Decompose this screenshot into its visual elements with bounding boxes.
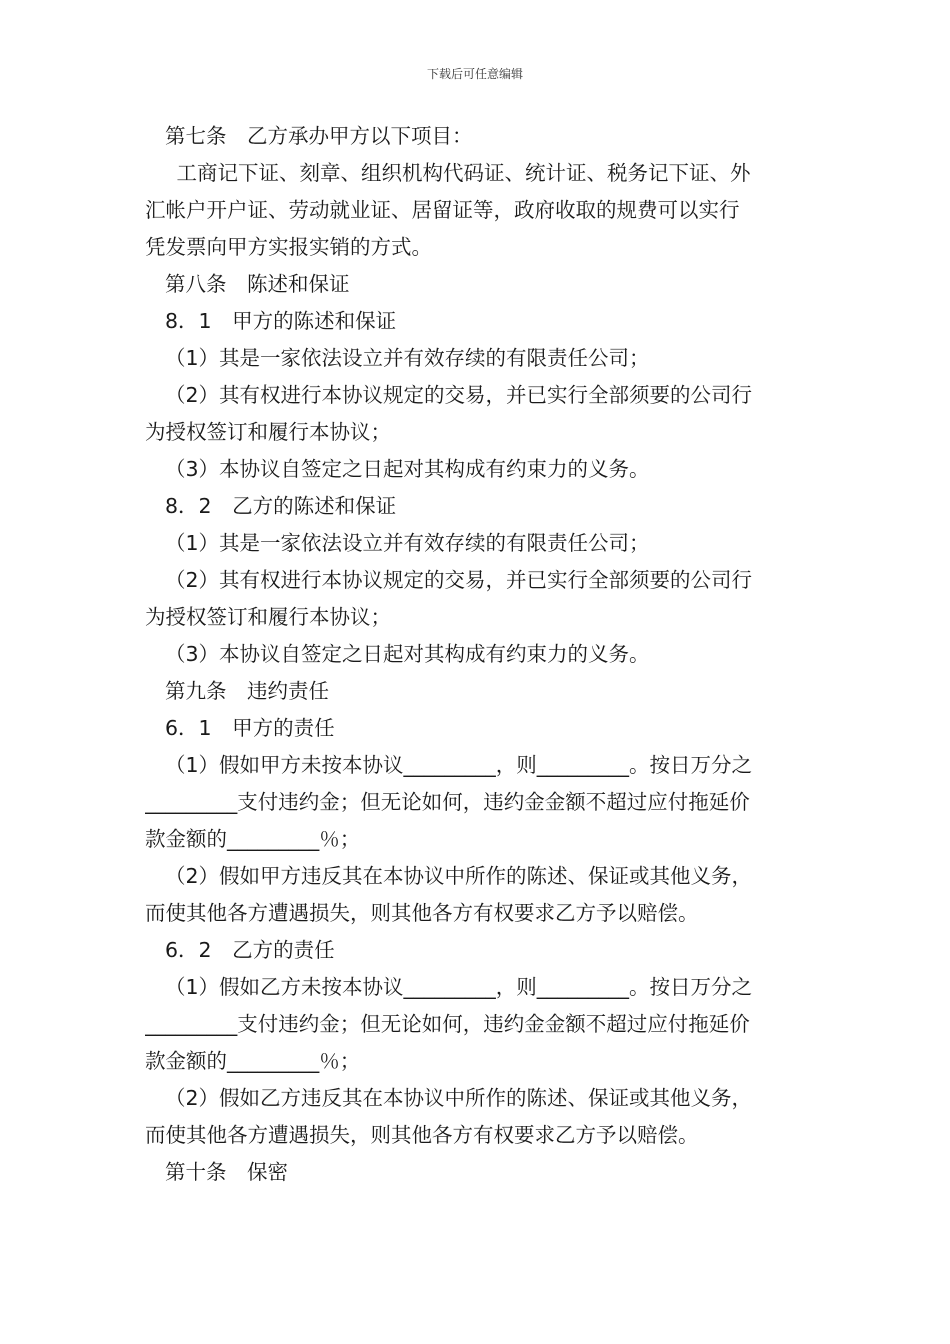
article-10-heading: 第十条 保密 [165,1160,288,1184]
section-heading: 8．1 甲方的陈述和保证 [165,309,397,333]
paragraph-line: 为授权签订和履行本协议； [145,605,391,629]
list-item: （1）其是一家依法设立并有效存续的有限责任公司； [165,531,650,555]
paragraph-line: _________支付违约金；但无论如何，违约金金额不超过应付拖延价 [145,1012,750,1036]
paragraph-line: 而使其他各方遭遇损失，则其他各方有权要求乙方予以赔偿。 [145,901,699,925]
list-item: （1）其是一家依法设立并有效存续的有限责任公司； [165,346,650,370]
list-item: （2）其有权进行本协议规定的交易，并已实行全部须要的公司行 [165,383,753,407]
list-item: （2）其有权进行本协议规定的交易，并已实行全部须要的公司行 [165,568,753,592]
list-item: （1）假如甲方未按本协议_________，则_________。按日万分之 [165,753,753,777]
paragraph-line: 款金额的_________％； [145,827,361,851]
section-heading: 6．2 乙方的责任 [165,938,335,962]
paragraph-line: 汇帐户开户证、劳动就业证、居留证等，政府收取的规费可以实行 [145,198,740,222]
paragraph-line: 工商记下证、刻章、组织机构代码证、统计证、税务记下证、外 [170,161,751,185]
section-heading: 6．1 甲方的责任 [165,716,335,740]
list-item: （3）本协议自签定之日起对其构成有约束力的义务。 [165,642,650,666]
article-8-heading: 第八条 陈述和保证 [165,272,350,296]
section-heading: 8．2 乙方的陈述和保证 [165,494,397,518]
list-item: （3）本协议自签定之日起对其构成有约束力的义务。 [165,457,650,481]
paragraph-line: 凭发票向甲方实报实销的方式。 [145,235,432,259]
paragraph-line: 款金额的_________％； [145,1049,361,1073]
list-item: （2）假如乙方违反其在本协议中所作的陈述、保证或其他义务， [165,1086,753,1110]
list-item: （2）假如甲方违反其在本协议中所作的陈述、保证或其他义务， [165,864,753,888]
paragraph-line: _________支付违约金；但无论如何，违约金金额不超过应付拖延价 [145,790,750,814]
paragraph-line: 为授权签订和履行本协议； [145,420,391,444]
article-7-heading: 第七条 乙方承办甲方以下项目： [165,124,473,148]
page-header-note: 下载后可任意编辑 [426,67,523,81]
paragraph-line: 而使其他各方遭遇损失，则其他各方有权要求乙方予以赔偿。 [145,1123,699,1147]
article-9-heading: 第九条 违约责任 [165,679,329,703]
list-item: （1）假如乙方未按本协议_________，则_________。按日万分之 [165,975,753,999]
document-body [145,118,810,1191]
